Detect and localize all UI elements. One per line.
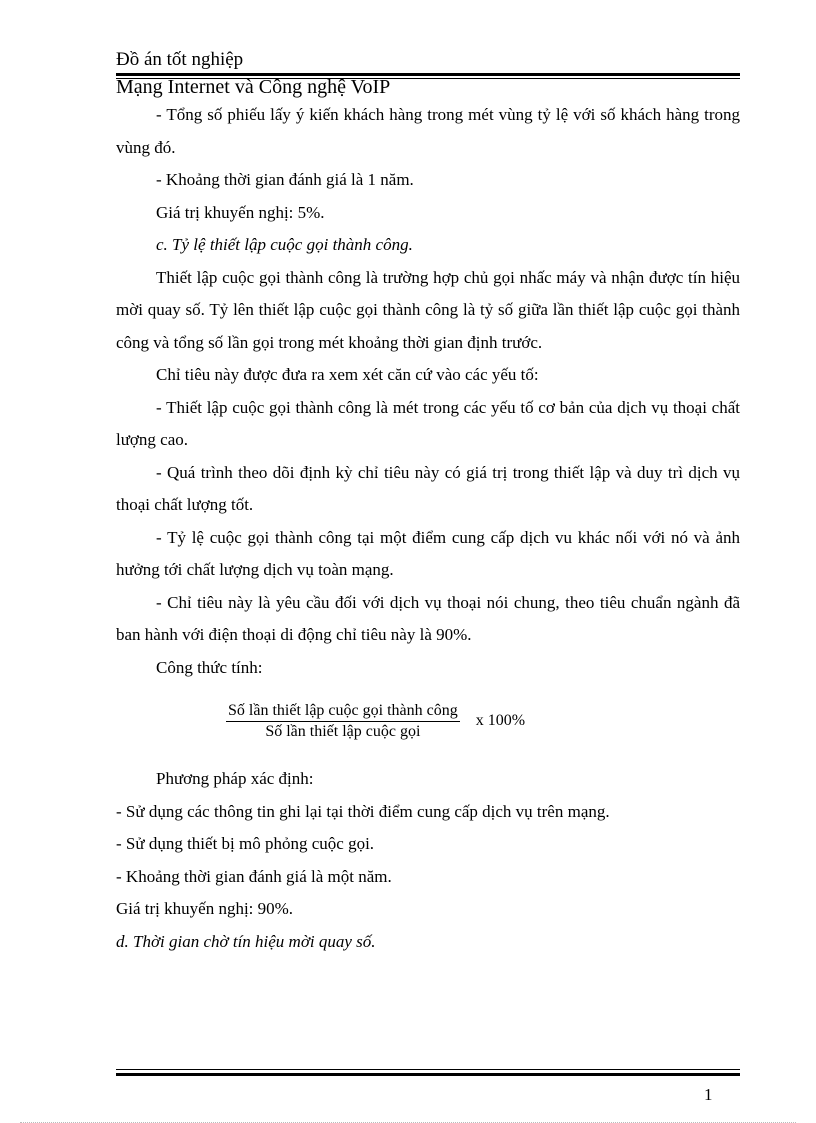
paragraph: Công thức tính: [156,657,263,677]
paragraph: - Sử dụng các thông tin ghi lại tại thời điểm cung cấp dịch vụ trên mạng. [116,801,610,821]
formula-numerator: Số lần thiết lập cuộc gọi thành công [226,702,460,722]
paragraph: - Tổng số phiếu lấy ý kiến khách hàng trong mét vùng tỷ lệ với số khách hàng trong vùng đó. [116,105,740,157]
document-header-subtitle: Mạng Internet và Công nghệ VoIP [116,76,391,98]
paragraph: - Chỉ tiêu này là yêu cầu đối với dịch vụ thoại nói chung, theo tiêu chuẩn ngành đã ban hành với điện thoại di động chỉ tiêu này là 90%. [116,592,740,644]
document-header-title: Đồ án tốt nghiệp [116,49,244,70]
footer-rule-thin [116,1069,740,1070]
section-heading: c. Tỷ lệ thiết lập cuộc gọi thành công. [156,235,413,254]
paragraph: Chỉ tiêu này được đưa ra xem xét căn cứ vào các yếu tố: [156,365,539,384]
paragraph: - Sử dụng thiết bị mô phỏng cuộc gọi. [116,834,375,853]
paragraph: Giá trị khuyến nghị: 90%. [116,899,294,918]
paragraph: Giá trị khuyến nghị: 5%. [156,202,325,222]
paragraph: Phương pháp xác định: [156,769,314,788]
formula-denominator: Số lần thiết lập cuộc gọi [265,723,421,740]
paragraph: - Khoảng thời gian đánh giá là một năm. [116,866,392,886]
formula [116,702,740,741]
footer-rule-thick [116,1073,740,1076]
paragraph: - Thiết lập cuộc gọi thành công là mét trong các yếu tố cơ bản của dịch vụ thoại chất lượng cao. [116,397,740,449]
paragraph: - Quá trình theo dõi định kỳ chỉ tiêu này có giá trị trong thiết lập và duy trì dịch vụ thoại chất lượng tốt. [116,462,740,514]
paragraph: - Khoảng thời gian đánh giá là 1 năm. [156,170,414,189]
page-number: 1 [704,1085,713,1104]
section-heading: d. Thời gian chờ tín hiệu mời quay số. [116,931,376,951]
formula-multiplier: x 100% [475,712,526,730]
document-body [116,99,740,958]
formula-fraction [226,702,460,741]
paragraph: - Tỷ lệ cuộc gọi thành công tại một điểm cung cấp dịch vu khác nối với nó và ảnh hưởng tới chất lượng dịch vụ toàn mạng. [116,527,740,579]
paragraph: Thiết lập cuộc gọi thành công là trường hợp chủ gọi nhấc máy và nhận được tín hiệu mời quay số. Tỷ lên thiết lập cuộc gọi thành công là tỷ số giữa lần thiết lập cuộc gọi thành công và tổng số lần gọi trong mét khoảng thời gian định trước. [116,267,740,352]
